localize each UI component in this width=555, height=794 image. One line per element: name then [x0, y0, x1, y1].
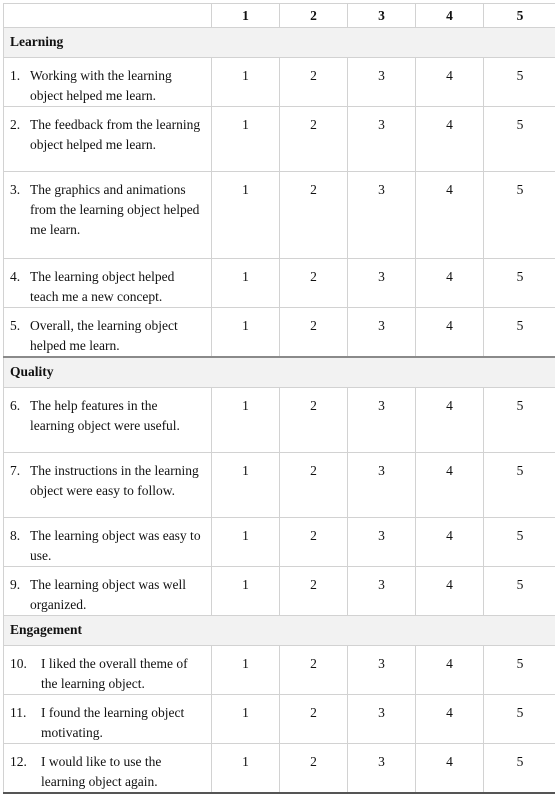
header-row [4, 4, 555, 28]
scale-value: 4 [416, 172, 484, 259]
item-text: The feedback from the learning object helped me learn. [30, 115, 205, 155]
scale-value: 1 [212, 743, 280, 793]
section-header-quality [4, 357, 555, 387]
scale-value: 2 [280, 259, 348, 308]
scale-value: 5 [484, 566, 555, 615]
scale-value: 1 [212, 107, 280, 172]
item-cell [4, 308, 212, 358]
scale-value: 1 [212, 694, 280, 743]
scale-value: 4 [416, 107, 484, 172]
scale-value: 1 [212, 308, 280, 358]
scale-value: 4 [416, 387, 484, 452]
table-row [4, 58, 555, 107]
scale-value: 1 [212, 645, 280, 694]
scale-value: 3 [348, 517, 416, 566]
scale-header-5: 5 [484, 4, 555, 28]
section-header-learning [4, 28, 555, 58]
scale-value: 2 [280, 387, 348, 452]
item-text: Overall, the learning object helped me learn. [30, 316, 205, 356]
scale-value: 5 [484, 517, 555, 566]
scale-header-1: 1 [212, 4, 280, 28]
scale-value: 3 [348, 452, 416, 517]
item-cell [4, 172, 212, 259]
scale-value: 5 [484, 387, 555, 452]
scale-value: 1 [212, 259, 280, 308]
scale-value: 4 [416, 743, 484, 793]
scale-value: 3 [348, 387, 416, 452]
item-cell [4, 259, 212, 308]
scale-value: 2 [280, 308, 348, 358]
section-title: Engagement [4, 615, 555, 645]
item-cell [4, 743, 212, 793]
section-title: Quality [4, 357, 555, 387]
scale-value: 2 [280, 566, 348, 615]
scale-value: 5 [484, 645, 555, 694]
table-row [4, 452, 555, 517]
scale-value: 2 [280, 694, 348, 743]
item-text: I found the learning object motivating. [41, 703, 205, 743]
scale-header-2: 2 [280, 4, 348, 28]
item-text: The learning object helped teach me a new concept. [30, 267, 205, 307]
table-row [4, 517, 555, 566]
table-row [4, 308, 555, 358]
item-number: 10. [10, 654, 41, 694]
scale-value: 1 [212, 172, 280, 259]
table-row [4, 259, 555, 308]
scale-value: 1 [212, 58, 280, 107]
scale-value: 3 [348, 308, 416, 358]
scale-value: 2 [280, 107, 348, 172]
table-row [4, 566, 555, 615]
scale-value: 3 [348, 107, 416, 172]
section-title: Learning [4, 28, 555, 58]
scale-value: 4 [416, 517, 484, 566]
scale-value: 1 [212, 387, 280, 452]
item-text: I liked the overall theme of the learning object. [41, 654, 205, 694]
scale-value: 2 [280, 645, 348, 694]
scale-value: 4 [416, 566, 484, 615]
scale-value: 5 [484, 172, 555, 259]
table-row [4, 694, 555, 743]
item-number: 5. [10, 316, 30, 356]
item-cell [4, 387, 212, 452]
scale-value: 3 [348, 58, 416, 107]
scale-value: 2 [280, 58, 348, 107]
item-text: Working with the learning object helped me learn. [30, 66, 205, 106]
item-cell [4, 517, 212, 566]
item-text: The help features in the learning object were useful. [30, 396, 205, 436]
table-row [4, 645, 555, 694]
scale-value: 5 [484, 58, 555, 107]
item-cell [4, 645, 212, 694]
scale-value: 5 [484, 743, 555, 793]
item-text: The graphics and animations from the learning object helped me learn. [30, 180, 205, 240]
scale-value: 2 [280, 517, 348, 566]
scale-value: 3 [348, 743, 416, 793]
item-number: 6. [10, 396, 30, 436]
scale-value: 5 [484, 452, 555, 517]
item-cell [4, 58, 212, 107]
item-text: I would like to use the learning object again. [41, 752, 205, 792]
scale-value: 2 [280, 452, 348, 517]
item-cell [4, 452, 212, 517]
scale-value: 2 [280, 172, 348, 259]
scale-value: 5 [484, 694, 555, 743]
scale-value: 3 [348, 694, 416, 743]
scale-header-3: 3 [348, 4, 416, 28]
scale-value: 5 [484, 107, 555, 172]
item-text: The learning object was well organized. [30, 575, 205, 615]
scale-value: 4 [416, 259, 484, 308]
item-text: The instructions in the learning object were easy to follow. [30, 461, 205, 501]
scale-value: 2 [280, 743, 348, 793]
item-number: 11. [10, 703, 41, 743]
table-row [4, 172, 555, 259]
item-number: 4. [10, 267, 30, 307]
table-row [4, 107, 555, 172]
header-blank-cell [4, 4, 212, 28]
scale-value: 4 [416, 645, 484, 694]
scale-value: 3 [348, 259, 416, 308]
scale-value: 4 [416, 452, 484, 517]
scale-header-4: 4 [416, 4, 484, 28]
scale-value: 1 [212, 566, 280, 615]
scale-value: 5 [484, 308, 555, 358]
scale-value: 5 [484, 259, 555, 308]
scale-value: 3 [348, 645, 416, 694]
scale-value: 1 [212, 517, 280, 566]
scale-value: 3 [348, 172, 416, 259]
section-header-engagement [4, 615, 555, 645]
scale-value: 1 [212, 452, 280, 517]
scale-value: 4 [416, 308, 484, 358]
item-number: 3. [10, 180, 30, 240]
scale-value: 4 [416, 58, 484, 107]
table-row [4, 387, 555, 452]
item-number: 2. [10, 115, 30, 155]
item-cell [4, 566, 212, 615]
item-cell [4, 107, 212, 172]
item-number: 7. [10, 461, 30, 501]
item-number: 12. [10, 752, 41, 792]
scale-value: 3 [348, 566, 416, 615]
item-cell [4, 694, 212, 743]
scale-value: 4 [416, 694, 484, 743]
item-number: 9. [10, 575, 30, 615]
item-text: The learning object was easy to use. [30, 526, 205, 566]
item-number: 1. [10, 66, 30, 106]
item-number: 8. [10, 526, 30, 566]
table-row [4, 743, 555, 793]
survey-table [3, 3, 555, 794]
